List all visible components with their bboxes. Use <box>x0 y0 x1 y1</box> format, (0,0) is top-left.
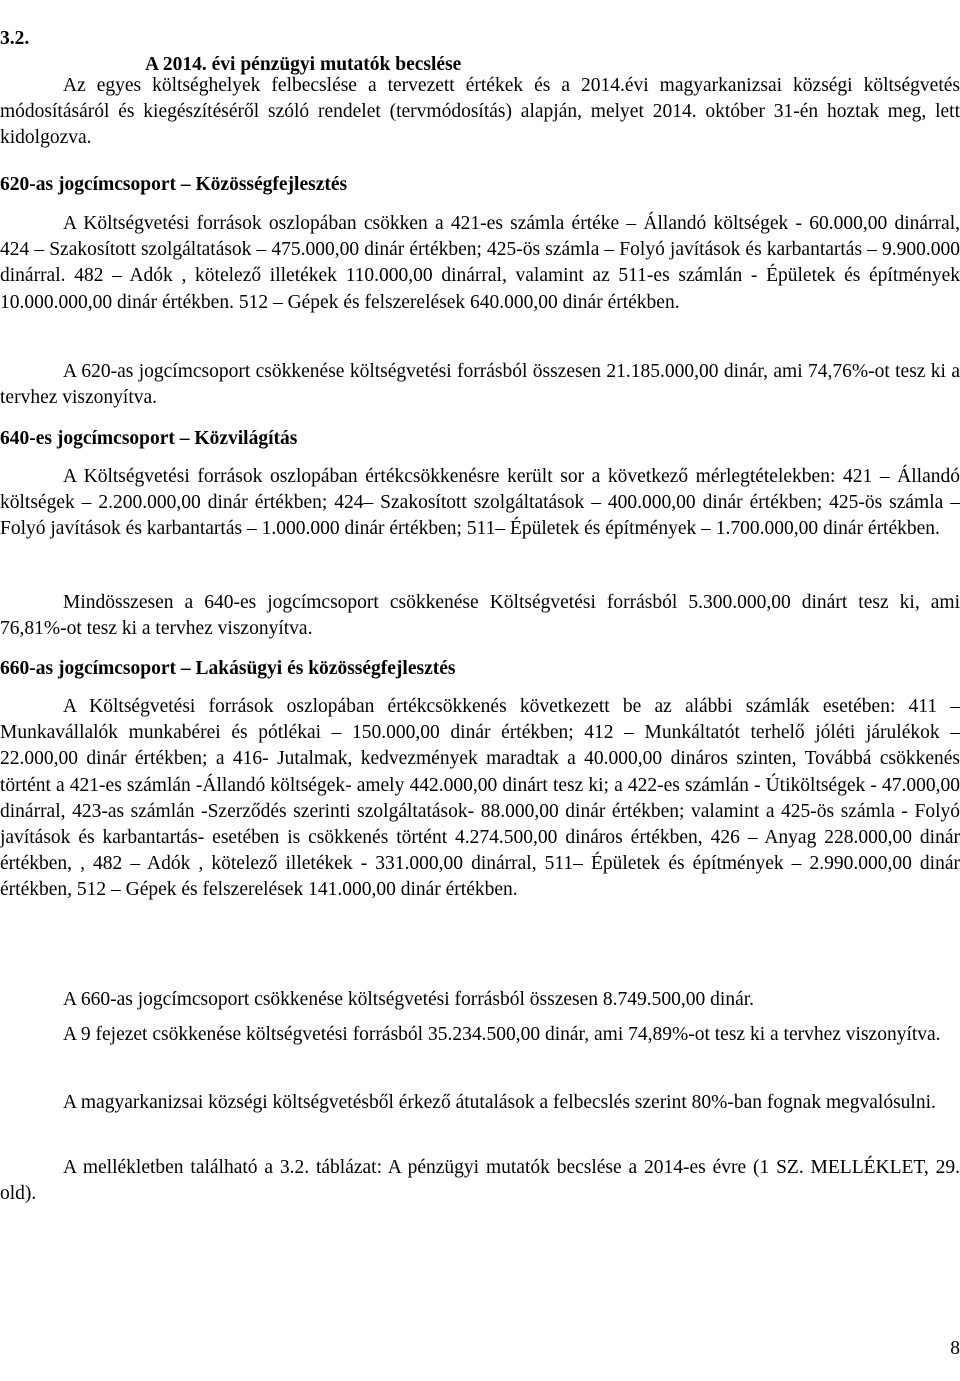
paragraph-annex: A mellékletben található a 3.2. táblázat: A pénzügyi mutatók becslése a 2014-es évre (1 SZ. MELLÉKLET, 29. old). <box>0 1157 960 1205</box>
heading-660: 660-as jogcímcsoport – Lakásügyi és közösségfejlesztés <box>0 658 456 679</box>
intro-paragraph: Az egyes költséghelyek felbecslése a tervezett értékek és a 2014.évi magyarkanizsai községi költségvetés módosításáról és kiegészítéséről szóló rendelet (tervmódosítás) alapján, melyet 2014. október 31-én hoztak meg, lett kidolgozva. <box>0 75 960 149</box>
paragraph-660-details: A Költségvetési források oszlopában értékcsökkenés következett be az alábbi számlák esetében: 411 – Munkavállalók munkabérei és pótlékai – 150.000,00 dinár értékben; 412 – Munkáltatót terhelő jóléti járulékok – 22.000,00 dinár értékben; a 416- Jutalmak, kedvezmények maradtak a 40.000,00 dináros szinten, Továbbá csökkenés történt a 421-es számlán -Állandó költségek- amely 442.000,00 dinárt tesz ki; a 422-es számlán - Útiköltségek - 47.000,00 dinárral, 423-as számlán -Szerződés szerinti szolgáltatások- 88.000,00 dinár értékben; valamint a 425-ös számla - Folyó javítások és karbantartás- esetében is csökkenés történt 4.274.500,00 dináros értékben, 426 – Anyag 228.000,00 dinár értékben, , 482 – Adók , kötelező illetékek - 331.000,00 dinárral, 511– Épületek és építmények – 2.990.000,00 dinár értékben, 512 – Gépek és felszerelések 141.000,00 dinár értékben. <box>0 696 960 901</box>
paragraph-620-summary: A 620-as jogcímcsoport csökkenése költségvetési forrásból összesen 21.185.000,00 dinár, ami 74,76%-ot tesz ki a tervhez viszonyítva. <box>0 361 960 409</box>
section-title: A 2014. évi pénzügyi mutatók becslése <box>145 54 462 75</box>
paragraph-transfers: A magyarkanizsai községi költségvetésből érkező átutalások a felbecslés szerint 80%-ban fognak megvalósulni. <box>63 1092 936 1113</box>
heading-620: 620-as jogcímcsoport – Közösségfejlesztés <box>0 174 348 195</box>
section-number: 3.2. <box>0 28 30 49</box>
paragraph-620-details: A Költségvetési források oszlopában csökken a 421-es számla értéke – Állandó költségek - 60.000,00 dinárral, 424 – Szakosított szolgáltatások – 475.000,00 dinár értékben; 425-ös számla – Folyó javítások és karbantartás – 9.900.000 dinárral. 482 – Adók , kötelező illetékek 110.000,00 dinárral, valamint az 511-es számlán - Épületek és építmények 10.000.000,00 dinár értékben. 512 – Gépek és felszerelések 640.000,00 dinár értékben. <box>0 213 960 313</box>
page-number: 8 <box>950 1338 960 1359</box>
paragraph-660-summary: A 660-as jogcímcsoport csökkenése költségvetési forrásból összesen 8.749.500,00 dinár. <box>63 989 755 1010</box>
heading-640: 640-es jogcímcsoport – Közvilágítás <box>0 428 298 449</box>
paragraph-640-summary: Mindösszesen a 640-es jogcímcsoport csökkenése Költségvetési forrásból 5.300.000,00 dinárt tesz ki, ami 76,81%-ot tesz ki a tervhez viszonyítva. <box>0 592 960 640</box>
paragraph-chapter-9: A 9 fejezet csökkenése költségvetési forrásból 35.234.500,00 dinár, ami 74,89%-ot tesz ki a tervhez viszonyítva. <box>63 1024 941 1045</box>
paragraph-640-details: A Költségvetési források oszlopában értékcsökkenésre került sor a következő mérlegtételekben: 421 – Állandó költségek – 2.200.000,00 dinár értékben; 424– Szakosított szolgáltatások – 400.000,00 dinár értékben; 425-ös számla – Folyó javítások és karbantartás – 1.000.000 dinár értékben; 511– Épületek és építmények – 1.700.000,00 dinár értékben. <box>0 466 960 540</box>
